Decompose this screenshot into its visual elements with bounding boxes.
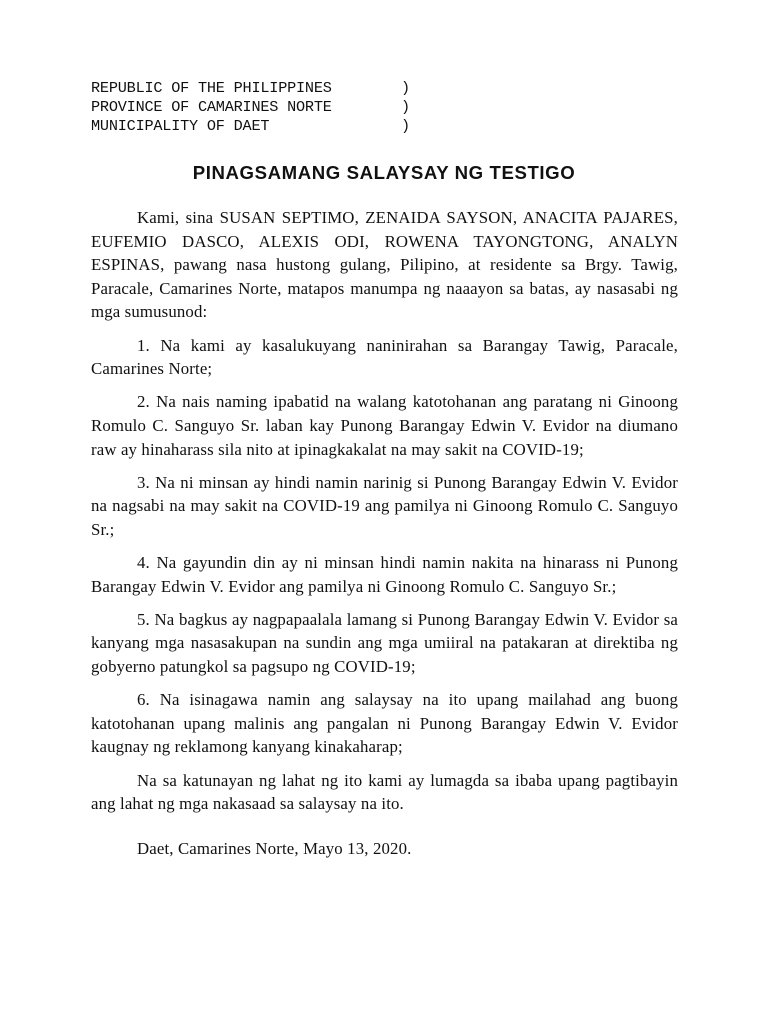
caption-province xyxy=(91,98,421,117)
caption-municipality-text: MUNICIPALITY OF DAET xyxy=(91,117,270,135)
intro-paragraph: Kami, sina SUSAN SEPTIMO, ZENAIDA SAYSON, ANACITA PAJARES, EUFEMIO DASCO, ALEXIS ODI, ROWENA TAYONGTONG, ANALYN ESPINAS, pawang nasa hustong gulang, Pilipino, at residente sa Brgy. Tawig, Paracale, Camarines Norte, matapos manumpa ng naaayon sa batas, ay nasasabi ng mga sumusunod: xyxy=(91,208,678,322)
caption-paren: ) xyxy=(401,98,410,116)
caption-republic xyxy=(91,79,421,98)
caption-municipality xyxy=(91,117,421,136)
statement-item-1: 1. Na kami ay kasalukuyang naninirahan sa Barangay Tawig, Paracale, Camarines Norte; xyxy=(91,335,678,379)
statement-item-3: 3. Na ni minsan ay hindi namin narinig si Punong Barangay Edwin V. Evidor na nagsabi na may sakit na COVID-19 ang pamilya ni Ginoong Romulo C. Sanguyo Sr.; xyxy=(91,472,678,539)
venue-caption xyxy=(91,79,421,136)
caption-paren: ) xyxy=(401,117,410,135)
document-title: PINAGSAMANG SALAYSAY NG TESTIGO xyxy=(192,162,576,183)
caption-republic-text: REPUBLIC OF THE PHILIPPINES xyxy=(91,79,332,97)
place-date-line: Daet, Camarines Norte, Mayo 13, 2020. xyxy=(137,838,412,858)
caption-paren: ) xyxy=(401,79,410,97)
statement-item-2: 2. Na nais naming ipabatid na walang katotohanan ang paratang ni Ginoong Romulo C. Sanguyo Sr. laban kay Punong Barangay Edwin V. Evidor na diumano raw ay hinaharass sila nito at ipinagkakalat na may sakit na COVID-19; xyxy=(91,392,678,459)
attestation-paragraph: Na sa katunayan ng lahat ng ito kami ay lumagda sa ibaba upang pagtibayin ang lahat ng mga nakasaad sa salaysay na ito. xyxy=(91,770,678,814)
caption-province-text: PROVINCE OF CAMARINES NORTE xyxy=(91,98,332,116)
document-body xyxy=(91,206,678,860)
statement-item-6: 6. Na isinagawa namin ang salaysay na ito upang mailahad ang buong katotohanan upang malinis ang pangalan ni Punong Barangay Edwin V. Evidor kaugnay ng reklamong kanyang kinakaharap; xyxy=(91,690,678,757)
statement-item-5: 5. Na bagkus ay nagpapaalala lamang si Punong Barangay Edwin V. Evidor sa kanyang mga nasasakupan na sundin ang mga umiiral na patakaran at direktiba ng gobyerno patungkol sa pagsupo ng COVID-19; xyxy=(91,609,678,677)
statement-item-4: 4. Na gayundin din ay ni minsan hindi namin nakita na hinarass ni Punong Barangay Edwin V. Evidor ang pamilya ni Ginoong Romulo C. Sanguyo Sr.; xyxy=(91,553,678,596)
